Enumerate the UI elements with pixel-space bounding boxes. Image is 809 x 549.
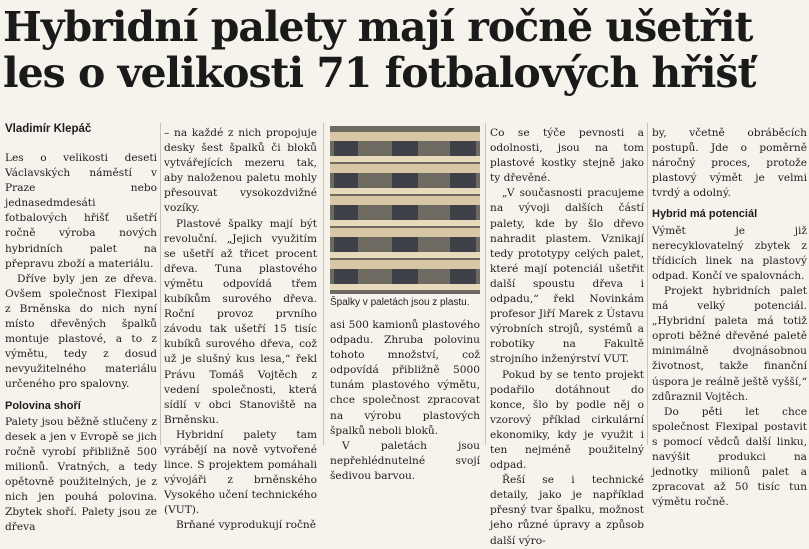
paragraph: Brňané vyprodukují ročně (176, 519, 316, 532)
paragraph: Palety jsou běžně stlučeny z desek a jen v Evropě se jich ročně vyrobí přibližně 500 milionů. Vratných, a tedy opětovně použitelných, je z nich jen pouhá polovina. Zbytek shoří. Palety jsou ze dřeva (5, 415, 157, 534)
pallets-photo-illustration (330, 126, 480, 294)
paragraph: Do pěti let chce společnost Flexipal postavit s pomocí vědců další linku, navýšit produkci na jednotky milionů palet a zpracovat až 50 tisíc tun výmětu ročně. (652, 405, 807, 509)
paragraph: Les o velikosti deseti Václavských náměstí v Praze nebo jednasedmdesáti fotbalových hřišť ušetří ročně výroba nových hybridních palet na přepravu zboží a materiálu. (5, 152, 157, 270)
pallets-photo (330, 126, 480, 294)
byline: Vladimír Klepáč (5, 123, 92, 135)
paragraph: Výmět je již nerecyklovatelný zbytek z třídicích linek na plastový odpad. Končí ve spalovnách. (652, 224, 807, 282)
column-2 (164, 126, 317, 532)
paragraph: – na každé z nich propojuje desky šest špalků či bloků vytvářejících mezeru tak, aby naloženou paletu mohly přesouvat vysokozdvižné vozíky. (164, 127, 317, 215)
paragraph: Hybridní palety tam vyrábějí na nově vytvořené lince. S projektem pomáhali vývojáři z brněnského Vysokého učení technického (VUT). (164, 428, 317, 517)
subheading-polovina: Polovina shoří (5, 399, 81, 412)
paragraph: Plastové špalky mají být revoluční. „Jejich využitím se ušetří až třicet procent dřeva. Tuna plastového výmětu odpovídá třem kubíkům surového dřeva. Roční provoz prvního závodu tak ušetří 15 tisíc kubíků surového dřeva, což už je slušný kus lesa,“ řekl Právu Tomáš Vojtěch z vedení společnosti, která sídlí v obci Stanoviště na Brněnsku. (164, 217, 317, 426)
headline-line-2: les o velikosti 71 fotbalových hřišť (3, 49, 756, 97)
paragraph: Pokud by se tento projekt podařilo dotáhnout do konce, šlo by podle něj o vzorový příklad cirkulární ekonomiky, kdy je využit i ten nejméně použitelný odpad. (490, 368, 644, 472)
column-divider (485, 123, 486, 445)
column-divider (647, 123, 648, 445)
paragraph: Co se týče pevnosti a odolnosti, jsou na tom plastové kostky stejně jako ty dřevěné. (490, 127, 644, 185)
headline (3, 4, 803, 96)
paragraph: V paletách jsou nepřehlédnutelné svojí šedivou barvou. (330, 439, 480, 482)
headline-line-1: Hybridní palety mají ročně ušetřit (3, 3, 753, 51)
column-divider (160, 123, 161, 445)
paragraph: Řeší se i technické detaily, jako je například přesný tvar špalku, možnost jeho různé úpravy a způsob další výro- (490, 474, 644, 547)
paragraph: „V současnosti pracujeme na vývoji dalších částí palety, kde by šlo dřevo nahradit plastem. Vznikají tedy prototypy celých palet, které mají potenciál ušetřit další spoustu dřeva i odpadu,“ řekl Novinkám profesor Jiří Marek z Ústavu výrobních strojů, systémů a robotiky na Fakultě strojního inženýrství VUT. (490, 187, 644, 366)
column-5 (652, 126, 807, 509)
paragraph: by, včetně obráběcích postupů. Jde o poměrně náročný proces, protože plastový výmět je velmi tvrdý a odolný. (652, 127, 807, 200)
subheading-hybrid: Hybrid má potenciál (652, 208, 758, 221)
photo-caption: Špalky v paletách jsou z plastu. (330, 297, 470, 308)
paragraph: Dříve byly jen ze dřeva. Ovšem společnost Flexipal z Brněnska do nich nyní místo dřevěných špalků montuje plastové, a to z výmětu, tedy z dosud nevyužitelného materiálu určeného pro spalovny. (5, 272, 157, 391)
column-4 (490, 126, 644, 547)
column-3 (330, 318, 480, 482)
paragraph: asi 500 kamionů plastového odpadu. Zhruba polovinu tohoto množství, což odpovídá přibližně 5000 tunám plastového výmětu, chce společnost zpracovat na výrobu plastových špalků neboli bloků. (330, 319, 480, 437)
column-divider (323, 123, 324, 445)
column-1 (5, 151, 157, 534)
paragraph: Projekt hybridních palet má velký potenciál. „Hybridní paleta má totiž oproti běžné dřevěné paletě minimálně dvojnásobnou životnost, takže finanční úspora je reálně ještě vyšší,“ zdůraznil Vojtěch. (652, 284, 807, 403)
